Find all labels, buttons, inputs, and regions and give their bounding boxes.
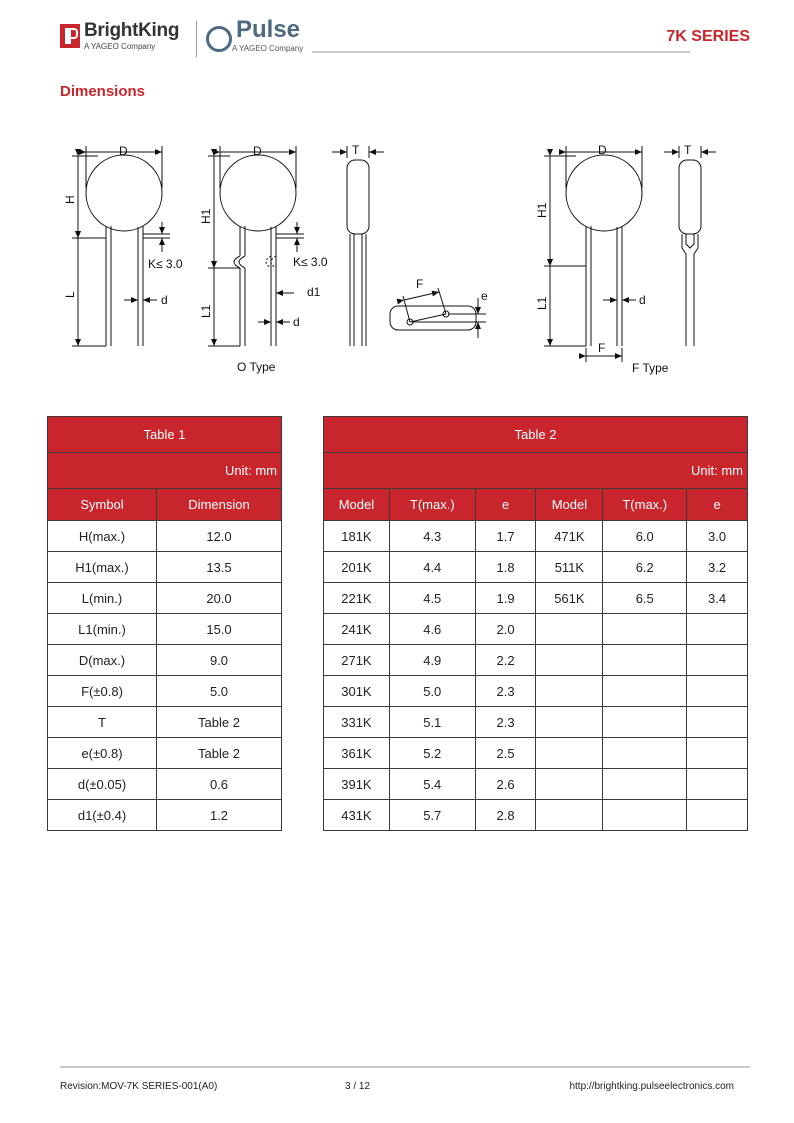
table-cell (687, 707, 748, 738)
column-header: T(max.) (389, 489, 475, 521)
table-cell: 13.5 (157, 552, 282, 583)
header-rule (312, 51, 690, 53)
column-header: Dimension (157, 489, 282, 521)
table-row (324, 645, 748, 676)
column-header: Model (324, 489, 390, 521)
table-cell: L1(min.) (48, 614, 157, 645)
table-cell (536, 645, 603, 676)
table-row (48, 552, 282, 583)
table-cell: d1(±0.4) (48, 800, 157, 831)
label-l1-f: L1 (535, 296, 549, 310)
table-cell: 1.7 (475, 521, 536, 552)
label-d-f-lead: d (639, 293, 646, 307)
label-f-bottom: F (416, 277, 424, 291)
table-row (324, 552, 748, 583)
table-cell: e(±0.8) (48, 738, 157, 769)
table-cell (603, 769, 687, 800)
table-cell (603, 645, 687, 676)
pulse-logo-icon (206, 26, 232, 52)
table-cell (687, 800, 748, 831)
table-cell: D(max.) (48, 645, 157, 676)
label-e: e (481, 289, 488, 303)
table-cell: Table 2 (157, 738, 282, 769)
table-row (48, 676, 282, 707)
table-cell: 5.1 (389, 707, 475, 738)
table-row (324, 676, 748, 707)
table-row (324, 738, 748, 769)
table-cell: 6.0 (603, 521, 687, 552)
table-cell: 9.0 (157, 645, 282, 676)
column-header: e (687, 489, 748, 521)
table-row (48, 769, 282, 800)
table-cell: 5.0 (389, 676, 475, 707)
table-cell: T (48, 707, 157, 738)
table-row (48, 583, 282, 614)
table-cell (536, 614, 603, 645)
footer-revision: Revision:MOV-7K SERIES-001(A0) (60, 1081, 218, 1092)
brightking-name: BrightKing (84, 20, 180, 41)
table-cell: 20.0 (157, 583, 282, 614)
table-cell: 6.2 (603, 552, 687, 583)
table-cell: 561K (536, 583, 603, 614)
table-cell: 361K (324, 738, 390, 769)
table-cell (603, 738, 687, 769)
table-row (324, 800, 748, 831)
label-d-f: D (598, 143, 607, 157)
table-cell: 2.5 (475, 738, 536, 769)
table-cell: L(min.) (48, 583, 157, 614)
brightking-subtitle: A YAGEO Company (84, 42, 156, 51)
table-row (324, 707, 748, 738)
table-cell: 2.2 (475, 645, 536, 676)
column-header: e (475, 489, 536, 521)
table-cell (536, 738, 603, 769)
label-k2: K≤ 3.0 (293, 255, 328, 269)
table-cell: 3.4 (687, 583, 748, 614)
label-k1: K≤ 3.0 (148, 257, 183, 271)
table-cell: 301K (324, 676, 390, 707)
table-cell: H(max.) (48, 521, 157, 552)
table-cell: H1(max.) (48, 552, 157, 583)
label-l1-o: L1 (199, 304, 213, 318)
table-cell: 511K (536, 552, 603, 583)
table-cell: 1.2 (157, 800, 282, 831)
caption-f-type: F Type (632, 361, 669, 375)
series-title: 7K SERIES (666, 28, 750, 45)
table-cell: 2.6 (475, 769, 536, 800)
label-l: L (63, 291, 77, 298)
table-cell: 221K (324, 583, 390, 614)
label-h: H (63, 195, 77, 204)
table-cell (687, 769, 748, 800)
label-d: D (119, 144, 128, 158)
table-cell: 431K (324, 800, 390, 831)
label-h1-f: H1 (535, 202, 549, 218)
caption-o-type: O Type (237, 360, 276, 374)
pulse-subtitle: A YAGEO Company (232, 44, 304, 53)
table-cell (603, 707, 687, 738)
table-2-unit: Unit: mm (324, 453, 748, 489)
page-header (60, 18, 750, 60)
column-header: Symbol (48, 489, 157, 521)
table-cell: 1.9 (475, 583, 536, 614)
table-cell: 0.6 (157, 769, 282, 800)
dimension-drawing (58, 138, 748, 388)
table-cell: 4.5 (389, 583, 475, 614)
table-cell: 4.6 (389, 614, 475, 645)
table-cell: 2.8 (475, 800, 536, 831)
table-row (48, 614, 282, 645)
table-row (324, 583, 748, 614)
label-f: F (598, 341, 606, 355)
table-cell: 6.5 (603, 583, 687, 614)
table-cell (603, 614, 687, 645)
label-t1: T (352, 143, 360, 157)
table-1 (47, 416, 282, 831)
table-cell: 331K (324, 707, 390, 738)
table-cell: 5.2 (389, 738, 475, 769)
table-cell (687, 738, 748, 769)
table-1-title: Table 1 (48, 417, 282, 453)
footer-rule (60, 1066, 750, 1068)
table-1-unit: Unit: mm (48, 453, 282, 489)
table-cell: 181K (324, 521, 390, 552)
table-cell: 2.0 (475, 614, 536, 645)
table-cell (536, 676, 603, 707)
label-d-o: D (253, 144, 262, 158)
table-cell: Table 2 (157, 707, 282, 738)
table-cell: 2.3 (475, 676, 536, 707)
table-cell: 4.9 (389, 645, 475, 676)
table-cell: 5.7 (389, 800, 475, 831)
table-2-title: Table 2 (324, 417, 748, 453)
section-title: Dimensions (60, 83, 146, 100)
table-cell: 12.0 (157, 521, 282, 552)
table-row (48, 800, 282, 831)
table-row (324, 521, 748, 552)
column-header: Model (536, 489, 603, 521)
footer-url[interactable]: http://brightking.pulseelectronics.com (569, 1081, 734, 1092)
label-d-lead: d (161, 293, 168, 307)
table-cell: 471K (536, 521, 603, 552)
table-cell: 4.3 (389, 521, 475, 552)
table-cell: 271K (324, 645, 390, 676)
table-cell: 5.0 (157, 676, 282, 707)
table-cell: F(±0.8) (48, 676, 157, 707)
table-cell (536, 707, 603, 738)
table-cell (687, 614, 748, 645)
table-cell (536, 800, 603, 831)
column-header: T(max.) (603, 489, 687, 521)
table-row (48, 738, 282, 769)
table-row (48, 521, 282, 552)
label-d-o-lead: d (293, 315, 300, 329)
table-cell: d(±0.05) (48, 769, 157, 800)
label-h1-o: H1 (199, 208, 213, 224)
table-cell: 241K (324, 614, 390, 645)
table-cell: 5.4 (389, 769, 475, 800)
pulse-name: Pulse (236, 16, 301, 43)
table-cell: 4.4 (389, 552, 475, 583)
logo-divider (196, 21, 197, 57)
footer-page-number: 3 / 12 (345, 1081, 371, 1092)
table-row (324, 614, 748, 645)
table-cell (687, 645, 748, 676)
table-row (324, 769, 748, 800)
table-cell: 3.2 (687, 552, 748, 583)
table-row (48, 707, 282, 738)
table-cell (603, 676, 687, 707)
table-2 (323, 416, 748, 831)
table-cell: 3.0 (687, 521, 748, 552)
label-t2: T (684, 143, 692, 157)
table-cell (603, 800, 687, 831)
table-row (48, 645, 282, 676)
table-cell: 15.0 (157, 614, 282, 645)
table-cell (687, 676, 748, 707)
table-cell: 391K (324, 769, 390, 800)
table-cell: 201K (324, 552, 390, 583)
table-cell (536, 769, 603, 800)
table-cell: 2.3 (475, 707, 536, 738)
brightking-logo-icon (60, 24, 80, 48)
label-d1: d1 (307, 285, 321, 299)
table-cell: 1.8 (475, 552, 536, 583)
